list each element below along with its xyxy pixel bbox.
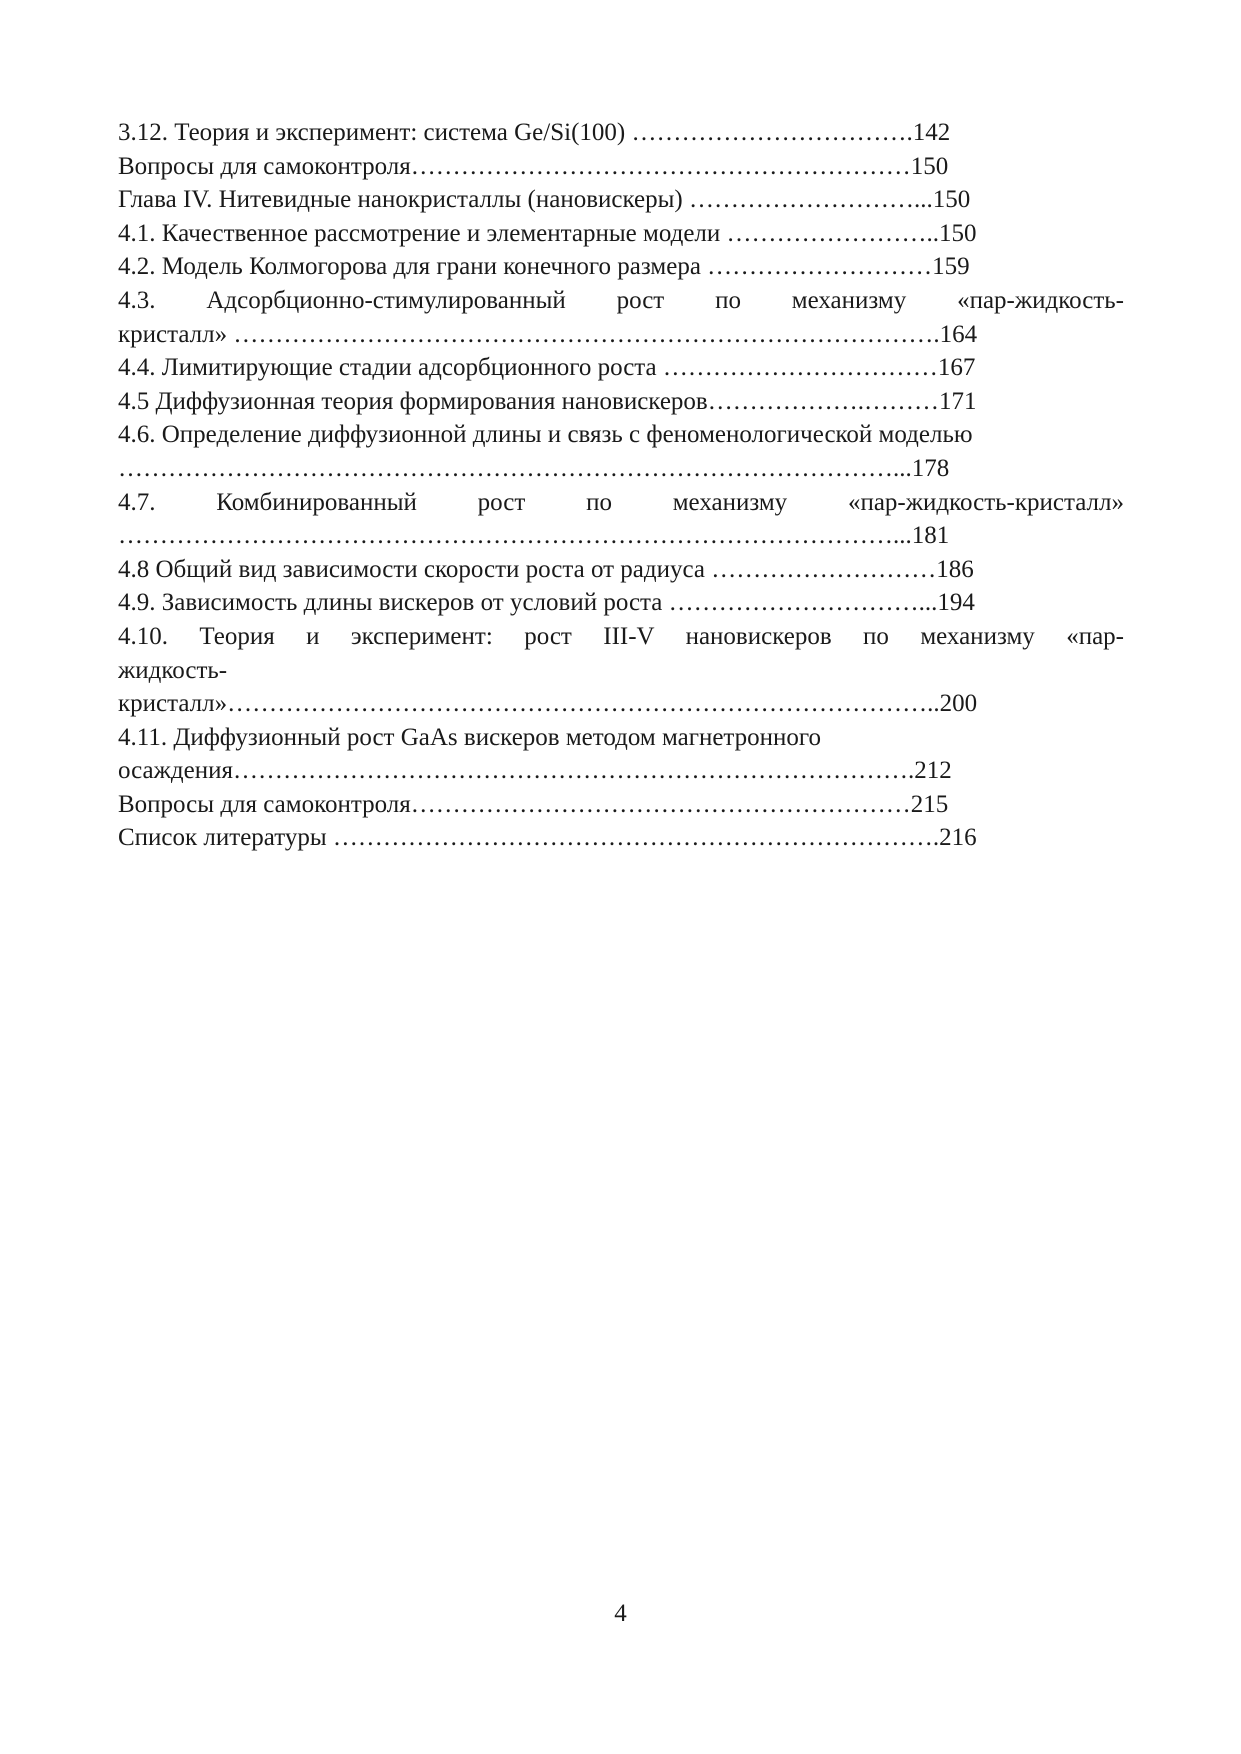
toc-entry-4-4: 4.4. Лимитирующие стадии адсорбционного роста ……………………………167 — [118, 354, 976, 382]
toc-entry-4-7: 4.7. Комбинированный рост по механизму «пар-жидкость-кристалл» — [118, 488, 1124, 516]
toc-entry-4-7-continued: …………………………………………………………………………………...181 — [118, 522, 950, 550]
toc-entry-4-11-continued: осаждения……………………………………………………………………….212 — [118, 757, 952, 785]
toc-entry-4-2: 4.2. Модель Колмогорова для грани конечного размера ………………………159 — [118, 253, 970, 281]
toc-entry-4-10-continued-2: кристалл»…………………………………………………………………………..200 — [118, 690, 978, 718]
toc-entry-references: Список литературы ……………………………………………………………….216 — [118, 824, 977, 852]
toc-entry-4-3: 4.3. Адсорбционно-стимулированный рост по механизму «пар-жидкость- — [118, 286, 1124, 314]
toc-entry-chapter-4: Глава IV. Нитевидные нанокристаллы (нановискеры) ………………………...150 — [118, 186, 971, 214]
toc-entry-4-11: 4.11. Диффузионный рост GaAs вискеров методом магнетронного — [118, 723, 822, 751]
toc-entry-4-1: 4.1. Качественное рассмотрение и элементарные модели ……………………..150 — [118, 219, 977, 247]
toc-entry-4-10-continued-1: жидкость- — [118, 656, 228, 684]
toc-entry-4-5: 4.5 Диффузионная теория формирования нановискеров……………….………171 — [118, 387, 977, 415]
table-of-contents — [118, 116, 1124, 855]
toc-entry-4-6-continued: …………………………………………………………………………………...178 — [118, 454, 950, 482]
toc-entry-4-10: 4.10. Теория и эксперимент: рост III-V нановискеров по механизму «пар- — [118, 622, 1124, 650]
toc-entry-3-12: 3.12. Теория и эксперимент: система Ge/Si(100) …………………………….142 — [118, 119, 951, 146]
toc-entry-self-check-questions: Вопросы для самоконтроля……………………………………………………150 — [118, 152, 949, 180]
toc-entry-4-8: 4.8 Общий вид зависимости скорости роста от радиуса ………………………186 — [118, 555, 974, 583]
page-number: 4 — [614, 1600, 627, 1627]
toc-entry-4-3-continued: кристалл» ………………………………………………………………………….164 — [118, 320, 978, 348]
toc-entry-4-6: 4.6. Определение диффузионной длины и связь с феноменологической моделью — [118, 421, 973, 449]
toc-entry-self-check-questions-2: Вопросы для самоконтроля……………………………………………………215 — [118, 790, 949, 818]
toc-entry-4-9: 4.9. Зависимость длины вискеров от условий роста …………………………...194 — [118, 589, 975, 617]
